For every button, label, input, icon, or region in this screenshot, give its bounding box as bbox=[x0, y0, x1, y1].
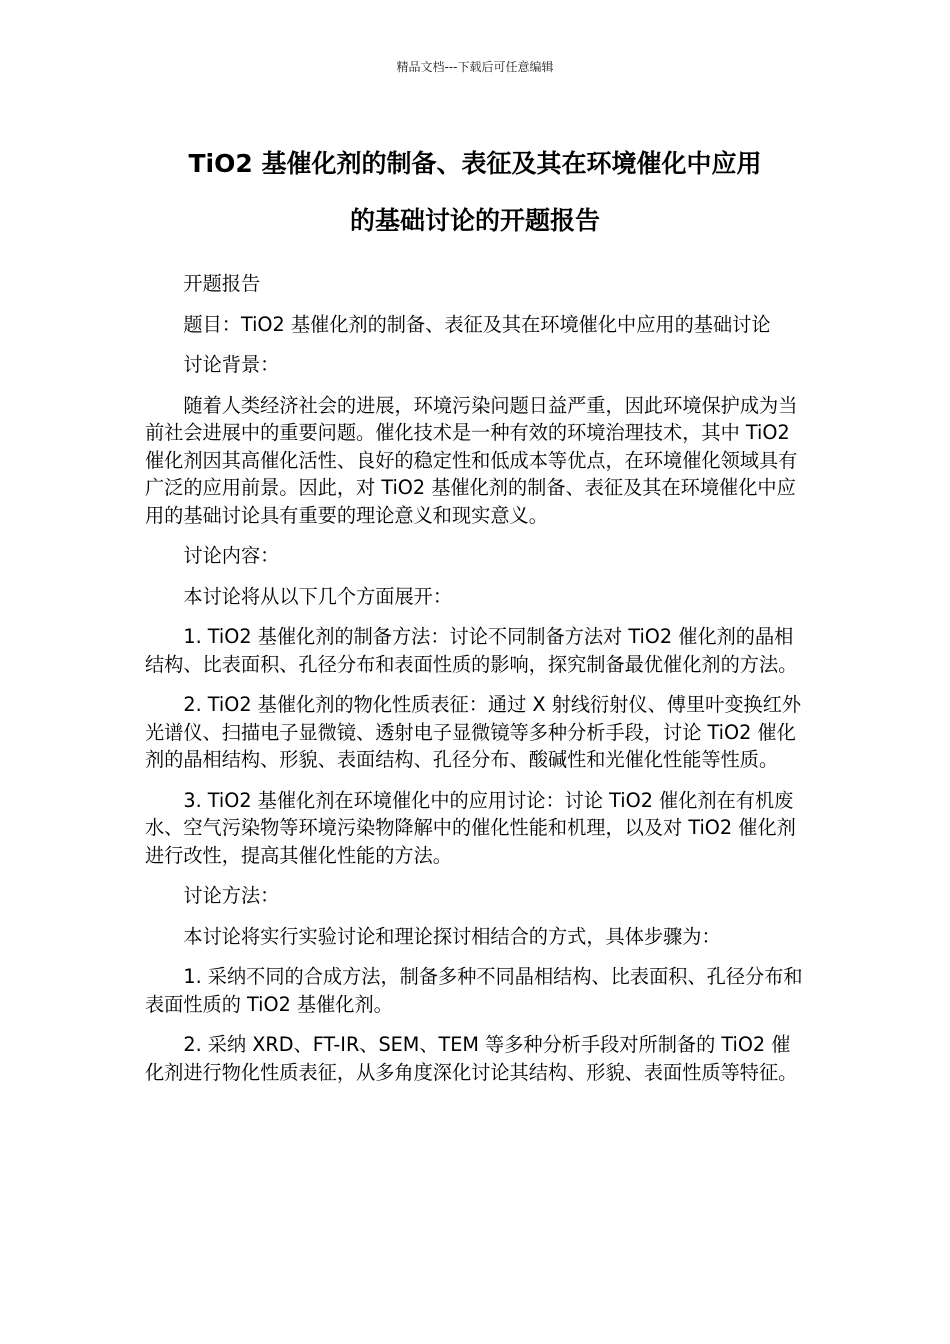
title-line-1: TiO2 基催化剂的制备、表征及其在环境催化中应用 bbox=[188, 149, 762, 178]
content-intro-paragraph: 本讨论将从以下几个方面展开： bbox=[183, 584, 453, 608]
content-item-3: 3. TiO2 基催化剂在环境催化中的应用讨论：讨论 TiO2 催化剂在有机废水、空气污染物等环境污染物降解中的催化性能和机理，以及对 TiO2 催化剂进行改性，提高其催化性能的方法。 bbox=[145, 788, 796, 867]
method-intro-paragraph: 本讨论将实行实验讨论和理论探讨相结合的方式，具体步骤为： bbox=[183, 924, 721, 948]
document-title bbox=[120, 135, 830, 249]
background-paragraph: 随着人类经济社会的进展，环境污染问题日益严重，因此环境保护成为当前社会进展中的重要问题。催化技术是一种有效的环境治理技术，其中 TiO2 催化剂因其高催化活性、良好的稳定性和低成本等优点，在环境催化领域具有广泛的应用前景。因此，对 TiO2 基催化剂的制备、表征及其在环境催化中应用的基础讨论具有重要的理论意义和现实意义。 bbox=[145, 393, 798, 527]
method-step-1: 1. 采纳不同的合成方法，制备多种不同晶相结构、比表面积、孔径分布和表面性质的 TiO2 基催化剂。 bbox=[145, 965, 803, 1016]
section-heading-method: 讨论方法： bbox=[183, 884, 280, 907]
section-heading-content: 讨论内容： bbox=[183, 544, 280, 567]
document-body bbox=[145, 270, 807, 1099]
section-heading-report: 开题报告 bbox=[183, 272, 261, 295]
topic-paragraph: 题目：TiO2 基催化剂的制备、表征及其在环境催化中应用的基础讨论 bbox=[183, 312, 771, 336]
content-item-1: 1. TiO2 基催化剂的制备方法：讨论不同制备方法对 TiO2 催化剂的晶相结构、比表面积、孔径分布和表面性质的影响，探究制备最优催化剂的方法。 bbox=[145, 625, 798, 676]
page-header: 精品文档---下载后可任意编辑 bbox=[396, 60, 554, 74]
content-item-2: 2. TiO2 基催化剂的物化性质表征：通过 X 射线衍射仪、傅里叶变换红外光谱仪、扫描电子显微镜、透射电子显微镜等多种分析手段，讨论 TiO2 催化剂的晶相结构、形貌、表面结构、孔径分布、酸碱性和光催化性能等性质。 bbox=[145, 693, 802, 771]
method-step-2: 2. 采纳 XRD、FT-IR、SEM、TEM 等多种分析手段对所制备的 TiO2 催化剂进行物化性质表征，从多角度深化讨论其结构、形貌、表面性质等特征。 bbox=[145, 1033, 798, 1084]
section-heading-background: 讨论背景： bbox=[183, 353, 280, 376]
title-line-2: 的基础讨论的开题报告 bbox=[349, 206, 600, 235]
